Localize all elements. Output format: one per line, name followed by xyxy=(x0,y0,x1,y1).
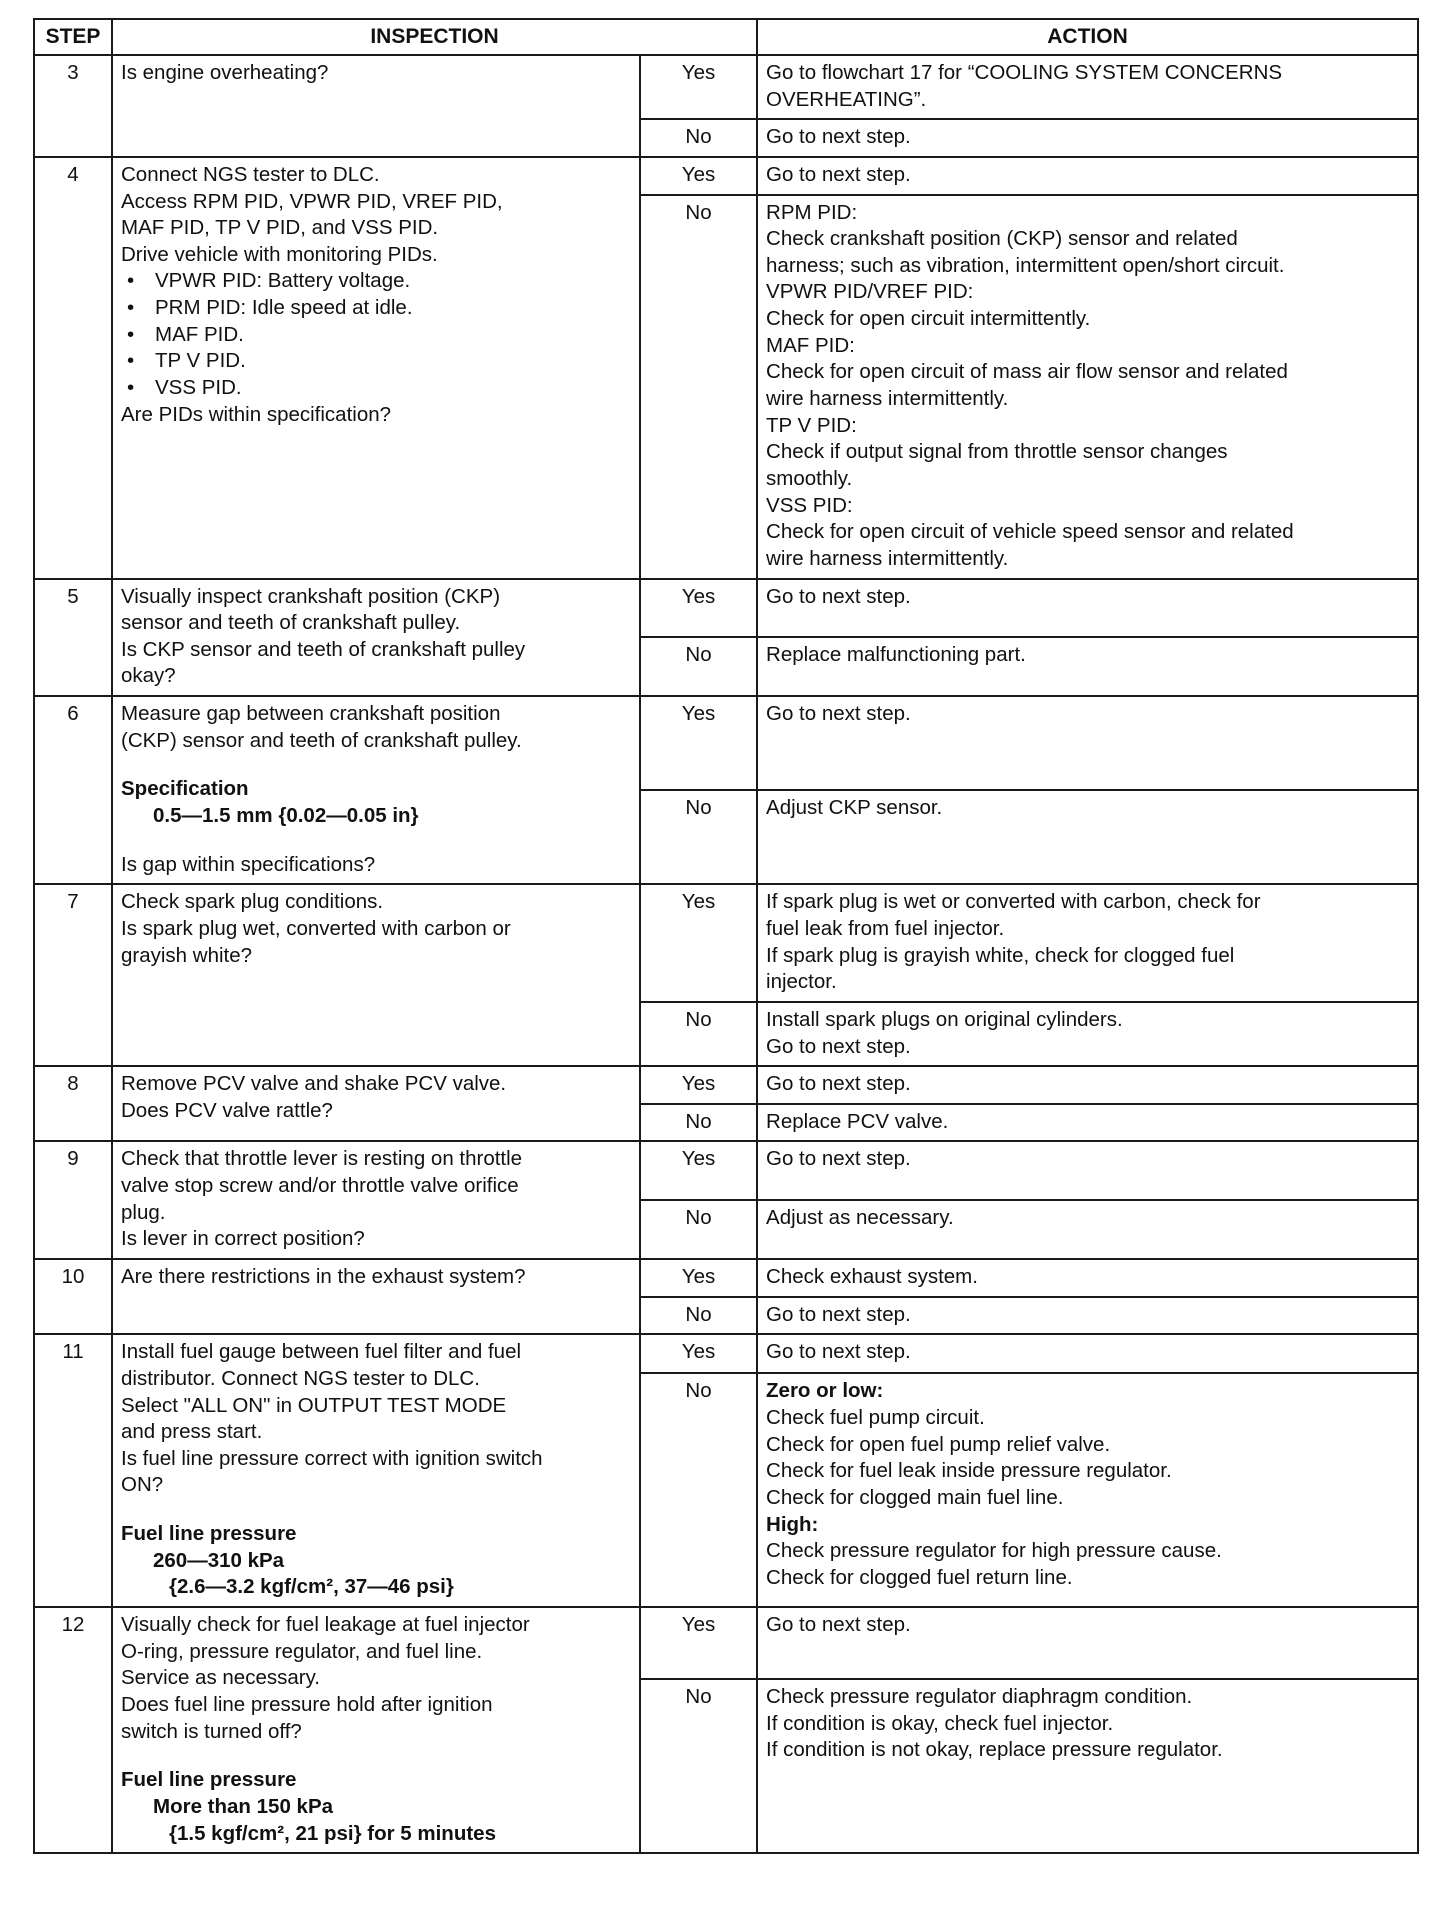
table-row xyxy=(34,55,1418,119)
answer-cell: Yes xyxy=(640,1607,757,1679)
answer-cell: No xyxy=(640,1002,757,1066)
answer-cell: No xyxy=(640,119,757,157)
step-number: 8 xyxy=(34,1066,112,1141)
text-line: Does fuel line pressure hold after ignition xyxy=(121,1692,493,1716)
text-line: Access RPM PID, VPWR PID, VREF PID, xyxy=(121,189,503,213)
action-cell xyxy=(757,1066,1418,1104)
text-line: Check for open circuit of mass air flow sensor and related xyxy=(766,360,1288,384)
spacer xyxy=(121,830,631,852)
inspection-cell xyxy=(112,1607,640,1853)
text-line: 260—310 kPa xyxy=(153,1548,285,1572)
text-line: Go to next step. xyxy=(766,1302,911,1326)
text-line: Select "ALL ON" in OUTPUT TEST MODE xyxy=(121,1393,507,1417)
text-line: (CKP) sensor and teeth of crankshaft pulley. xyxy=(121,728,522,752)
text-line: Replace PCV valve. xyxy=(766,1109,949,1133)
text-line: Go to next step. xyxy=(766,1034,911,1058)
action-cell xyxy=(757,157,1418,195)
answer-cell: Yes xyxy=(640,579,757,638)
text-line: Is gap within specifications? xyxy=(121,852,376,876)
text-line: More than 150 kPa xyxy=(153,1794,334,1818)
inspection-document xyxy=(33,18,1417,1854)
text-line: Check crankshaft position (CKP) sensor and related xyxy=(766,227,1238,251)
text-line: Go to next step. xyxy=(766,1072,911,1096)
text-line: • VSS PID. xyxy=(121,375,631,402)
text-line: Specification xyxy=(121,777,249,801)
text-line: Drive vehicle with monitoring PIDs. xyxy=(121,242,438,266)
text-line: O-ring, pressure regulator, and fuel line. xyxy=(121,1639,483,1663)
text-line: sensor and teeth of crankshaft pulley. xyxy=(121,611,461,635)
text-line: Check for clogged fuel return line. xyxy=(766,1565,1073,1589)
answer-cell: Yes xyxy=(640,1066,757,1104)
text-line: If spark plug is wet or converted with carbon, check for xyxy=(766,890,1261,914)
step-number: 3 xyxy=(34,55,112,157)
text-line: Zero or low: xyxy=(766,1379,884,1403)
text-line: Check for open circuit intermittently. xyxy=(766,307,1091,331)
answer-cell: No xyxy=(640,790,757,884)
text-line: wire harness intermittently. xyxy=(766,387,1009,411)
text-line: ON? xyxy=(121,1473,164,1497)
inspection-cell xyxy=(112,884,640,1066)
step-header: STEP xyxy=(34,19,112,55)
answer-cell: No xyxy=(640,195,757,579)
action-cell xyxy=(757,1200,1418,1259)
answer-cell: Yes xyxy=(640,1259,757,1297)
text-line: Go to next step. xyxy=(766,162,911,186)
text-line: Adjust as necessary. xyxy=(766,1206,954,1230)
action-cell xyxy=(757,1679,1418,1853)
text-line: RPM PID: xyxy=(766,200,858,224)
text-line: injector. xyxy=(766,970,837,994)
answer-cell: No xyxy=(640,1104,757,1142)
step-number: 11 xyxy=(34,1334,112,1607)
text-line: Are there restrictions in the exhaust system? xyxy=(121,1264,526,1288)
text-line: Visually check for fuel leakage at fuel injector xyxy=(121,1613,530,1637)
text-line: VSS PID: xyxy=(766,493,853,517)
spacer xyxy=(121,1499,631,1521)
text-line: VPWR PID/VREF PID: xyxy=(766,280,974,304)
answer-cell: No xyxy=(640,1297,757,1335)
answer-cell: No xyxy=(640,1679,757,1853)
action-cell xyxy=(757,1259,1418,1297)
text-line: Go to next step. xyxy=(766,1147,911,1171)
table-row xyxy=(34,1141,1418,1200)
answer-cell: Yes xyxy=(640,1141,757,1200)
action-header: ACTION xyxy=(757,19,1418,55)
text-line: Does PCV valve rattle? xyxy=(121,1098,333,1122)
inspection-cell xyxy=(112,579,640,697)
text-line: Check for fuel leak inside pressure regulator. xyxy=(766,1459,1172,1483)
action-cell xyxy=(757,884,1418,1002)
text-line: Is engine overheating? xyxy=(121,61,329,84)
text-line: Go to next step. xyxy=(766,125,911,149)
text-line: Is lever in correct position? xyxy=(121,1227,365,1251)
text-line: Go to next step. xyxy=(766,1613,911,1637)
text-line: Is spark plug wet, converted with carbon or xyxy=(121,916,511,940)
table-row xyxy=(34,1334,1418,1373)
text-line: grayish white? xyxy=(121,943,253,967)
text-line: Adjust CKP sensor. xyxy=(766,796,943,820)
table-row xyxy=(34,696,1418,790)
text-line: • TP V PID. xyxy=(121,348,631,375)
text-line: Check that throttle lever is resting on throttle xyxy=(121,1147,523,1171)
text-line: Check for open circuit of vehicle speed sensor and related xyxy=(766,520,1294,544)
table-row xyxy=(34,157,1418,195)
answer-cell: No xyxy=(640,1373,757,1607)
action-cell xyxy=(757,1607,1418,1679)
text-line: Check for open fuel pump relief valve. xyxy=(766,1432,1111,1456)
text-line: If spark plug is grayish white, check for clogged fuel xyxy=(766,943,1235,967)
text-line: wire harness intermittently. xyxy=(766,546,1009,570)
text-line: If condition is okay, check fuel injector. xyxy=(766,1711,1114,1735)
text-line: High: xyxy=(766,1512,819,1536)
inspection-cell xyxy=(112,157,640,579)
text-line: Install fuel gauge between fuel filter and fuel xyxy=(121,1340,522,1364)
text-line: MAF PID, TP V PID, and VSS PID. xyxy=(121,216,439,240)
text-line: and press start. xyxy=(121,1420,263,1444)
text-line: Go to next step. xyxy=(766,1340,911,1364)
answer-cell: Yes xyxy=(640,696,757,790)
action-cell xyxy=(757,1297,1418,1335)
text-line: Is fuel line pressure correct with ignition switch xyxy=(121,1446,543,1470)
text-line: Remove PCV valve and shake PCV valve. xyxy=(121,1072,507,1096)
text-line: Check fuel pump circuit. xyxy=(766,1406,985,1430)
text-line: Install spark plugs on original cylinders. xyxy=(766,1007,1123,1031)
text-line: Is CKP sensor and teeth of crankshaft pulley xyxy=(121,637,526,661)
action-cell xyxy=(757,195,1418,579)
action-cell xyxy=(757,1002,1418,1066)
action-cell xyxy=(757,1104,1418,1142)
text-line: smoothly. xyxy=(766,466,853,490)
answer-cell: No xyxy=(640,637,757,696)
inspection-header: INSPECTION xyxy=(112,19,757,55)
answer-cell: Yes xyxy=(640,55,757,119)
inspection-cell xyxy=(112,55,640,157)
inspection-cell xyxy=(112,1334,640,1607)
step-number: 12 xyxy=(34,1607,112,1853)
text-line: • PRM PID: Idle speed at idle. xyxy=(121,295,631,322)
text-line: Check if output signal from throttle sensor changes xyxy=(766,440,1228,464)
text-line: plug. xyxy=(121,1200,166,1224)
text-line: TP V PID: xyxy=(766,413,857,437)
answer-cell: Yes xyxy=(640,1334,757,1373)
table-row xyxy=(34,1066,1418,1104)
spacer xyxy=(121,1745,631,1767)
spacer xyxy=(121,754,631,776)
text-line: MAF PID: xyxy=(766,333,855,357)
inspection-cell xyxy=(112,1141,640,1259)
action-cell xyxy=(757,1141,1418,1200)
text-line: Replace malfunctioning part. xyxy=(766,643,1026,667)
text-line: Check pressure regulator for high pressure cause. xyxy=(766,1539,1222,1563)
action-cell xyxy=(757,55,1418,119)
table-body xyxy=(34,55,1418,1853)
text-line: harness; such as vibration, intermittent open/short circuit. xyxy=(766,253,1285,277)
text-line: OVERHEATING”. xyxy=(766,87,927,111)
action-cell xyxy=(757,579,1418,638)
action-cell xyxy=(757,696,1418,790)
text-line: • VPWR PID: Battery voltage. xyxy=(121,268,631,295)
text-line: • MAF PID. xyxy=(121,322,631,349)
table-row xyxy=(34,1259,1418,1297)
action-cell xyxy=(757,1334,1418,1373)
table-row xyxy=(34,579,1418,638)
text-line: Measure gap between crankshaft position xyxy=(121,702,501,726)
step-number: 6 xyxy=(34,696,112,884)
text-line: Check exhaust system. xyxy=(766,1264,978,1288)
action-cell xyxy=(757,119,1418,157)
table-row xyxy=(34,884,1418,1002)
text-line: Go to next step. xyxy=(766,702,911,726)
action-cell xyxy=(757,790,1418,884)
text-line: Fuel line pressure xyxy=(121,1768,297,1792)
text-line: valve stop screw and/or throttle valve orifice xyxy=(121,1174,519,1198)
text-line: Go to next step. xyxy=(766,584,911,608)
text-line: Visually inspect crankshaft position (CKP) xyxy=(121,584,501,608)
header-row xyxy=(34,19,1418,55)
step-number: 10 xyxy=(34,1259,112,1334)
text-line: Service as necessary. xyxy=(121,1666,321,1690)
text-line: Are PIDs within specification? xyxy=(121,402,392,426)
inspection-table xyxy=(33,18,1419,1854)
inspection-cell xyxy=(112,1259,640,1334)
text-line: distributor. Connect NGS tester to DLC. xyxy=(121,1366,480,1390)
text-line: okay? xyxy=(121,664,176,688)
action-cell xyxy=(757,1373,1418,1607)
text-line: Connect NGS tester to DLC. xyxy=(121,162,380,186)
text-line: Check pressure regulator diaphragm condition. xyxy=(766,1685,1193,1709)
text-line: If condition is not okay, replace pressure regulator. xyxy=(766,1738,1223,1762)
table-row xyxy=(34,1607,1418,1679)
text-line: 0.5—1.5 mm {0.02—0.05 in} xyxy=(153,804,419,828)
step-number: 7 xyxy=(34,884,112,1066)
text-line: switch is turned off? xyxy=(121,1719,302,1743)
answer-cell: Yes xyxy=(640,884,757,1002)
text-line: Check spark plug conditions. xyxy=(121,890,384,914)
answer-cell: No xyxy=(640,1200,757,1259)
text-line: {2.6—3.2 kgf/cm², 37—46 psi} xyxy=(169,1575,454,1599)
text-line: Fuel line pressure xyxy=(121,1522,297,1546)
text-line: Go to flowchart 17 for “COOLING SYSTEM CONCERNS xyxy=(766,61,1283,84)
step-number: 9 xyxy=(34,1141,112,1259)
inspection-cell xyxy=(112,696,640,884)
text-line: {1.5 kgf/cm², 21 psi} for 5 minutes xyxy=(169,1821,496,1845)
step-number: 5 xyxy=(34,579,112,697)
action-cell xyxy=(757,637,1418,696)
text-line: Check for clogged main fuel line. xyxy=(766,1486,1064,1510)
inspection-cell xyxy=(112,1066,640,1141)
text-line: fuel leak from fuel injector. xyxy=(766,916,1005,940)
answer-cell: Yes xyxy=(640,157,757,195)
step-number: 4 xyxy=(34,157,112,579)
